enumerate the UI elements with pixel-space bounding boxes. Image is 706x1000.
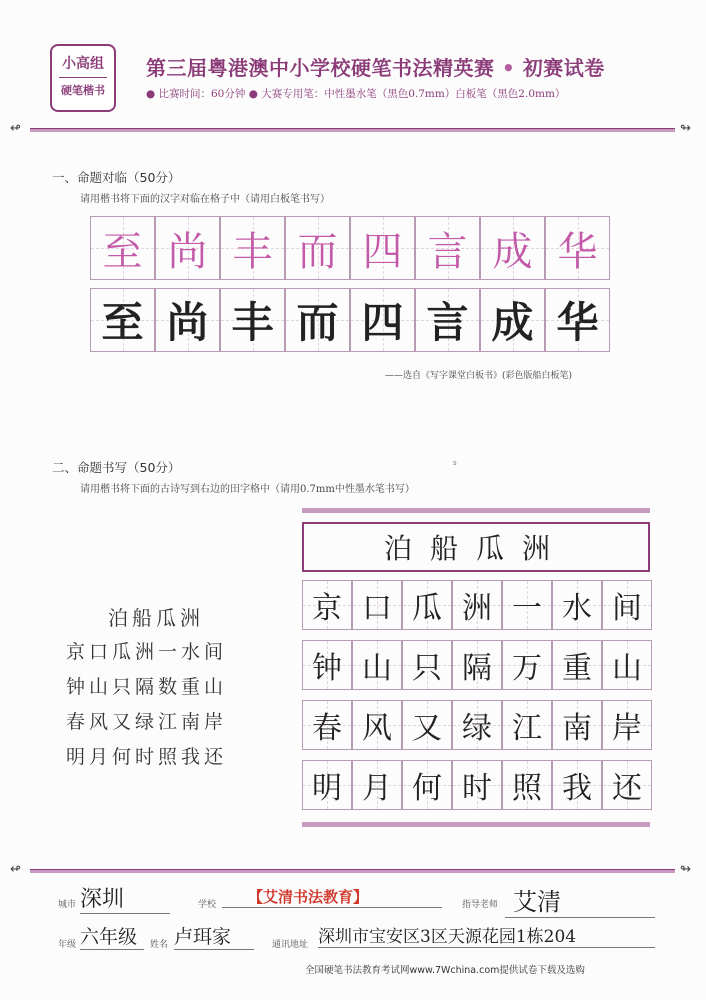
- copy-cell: [545, 288, 610, 352]
- teacher-value: 艾清: [505, 882, 655, 918]
- copy-grid: [90, 288, 610, 352]
- written-char: 万: [512, 651, 542, 686]
- model-char: 成: [492, 228, 533, 275]
- curl-right-icon: ↬: [680, 121, 691, 136]
- writing-cell: [302, 760, 352, 810]
- written-char: 间: [612, 591, 642, 626]
- written-char: 一: [512, 591, 542, 626]
- address-label: 通讯地址: [272, 940, 309, 950]
- copy-char: 尚: [166, 298, 209, 347]
- writing-cell: [452, 700, 502, 750]
- address-value: 深圳市宝安区3区天源花园1栋204: [318, 922, 655, 948]
- model-cell: [480, 216, 545, 280]
- writing-cell: [602, 580, 652, 630]
- writing-cell: [602, 640, 652, 690]
- written-char: 口: [362, 591, 392, 626]
- writing-row: [302, 580, 652, 630]
- written-char: 重: [562, 651, 592, 686]
- written-char: 水: [562, 591, 592, 626]
- curl-left-bottom-icon: ↫: [10, 862, 21, 877]
- model-char: 丰: [232, 228, 273, 275]
- written-char: 南: [562, 711, 592, 746]
- city-value: 深圳: [80, 882, 170, 914]
- name-value: 卢珥家: [174, 922, 254, 950]
- written-char: 我: [562, 771, 592, 806]
- writing-cell: [552, 580, 602, 630]
- copy-cell: [415, 288, 480, 352]
- teacher-label: 指导老师: [462, 900, 499, 910]
- copy-char: 华: [556, 298, 599, 347]
- writing-cell: [452, 760, 502, 810]
- writing-cell: [402, 580, 452, 630]
- poem-title: 泊船瓜洲: [108, 606, 204, 630]
- poem-line-3: 春风又绿江南岸: [66, 711, 228, 733]
- copy-char: 言: [426, 298, 469, 347]
- section1-instruction: 请用楷书将下面的汉字对临在格子中（请用白板笔书写）: [80, 194, 330, 205]
- writing-cell: [502, 580, 552, 630]
- poem-line-4: 明月何时照我还: [66, 746, 228, 768]
- writing-cell: [552, 760, 602, 810]
- copy-cell: [480, 288, 545, 352]
- writing-cell: [552, 640, 602, 690]
- grade-label: 年级: [58, 940, 77, 950]
- writing-cell: [402, 700, 452, 750]
- copy-char: 至: [101, 298, 144, 347]
- name-label: 姓名: [150, 940, 169, 950]
- section2-instruction: 请用楷书将下面的古诗写到右边的田字格中（请用0.7mm中性墨水笔书写）: [80, 484, 415, 495]
- writing-cell: [502, 700, 552, 750]
- written-char: 山: [612, 651, 642, 686]
- writing-cell: [352, 760, 402, 810]
- copy-cell: [90, 288, 155, 352]
- poem-line-2: 钟山只隔数重山: [66, 676, 228, 698]
- writing-cell: [352, 640, 402, 690]
- model-cell: [220, 216, 285, 280]
- model-char: 四: [362, 228, 403, 275]
- model-cell: [90, 216, 155, 280]
- written-char: 还: [612, 771, 642, 806]
- stray-mark: s: [453, 459, 457, 467]
- exam-info: ● 比赛时间：60分钟 ● 大赛专用笔：中性墨水笔（黑色0.7mm）白板笔（黑色2.0mm）: [146, 88, 566, 100]
- writing-row: [302, 640, 652, 690]
- model-cell: [545, 216, 610, 280]
- written-char: 山: [362, 651, 392, 686]
- written-char: 又: [412, 711, 442, 746]
- writing-cell: [302, 700, 352, 750]
- title-tail: 初赛试卷: [522, 56, 605, 80]
- writing-cell: [352, 580, 402, 630]
- model-char: 华: [557, 228, 598, 275]
- model-cell: [350, 216, 415, 280]
- written-char: 瓜: [412, 591, 442, 626]
- divider-top: [30, 128, 675, 132]
- written-char: 何: [412, 771, 442, 806]
- written-title: 泊船瓜洲: [383, 532, 568, 565]
- poem-line-1: 京口瓜洲一水间: [66, 641, 228, 663]
- written-char: 只: [412, 651, 442, 686]
- copy-char: 而: [296, 298, 339, 347]
- written-char: 月: [362, 771, 392, 806]
- writing-bottom-bar: [302, 822, 650, 827]
- writing-row: [302, 760, 652, 810]
- school-label: 学校: [198, 900, 217, 910]
- curl-left-icon: ↫: [10, 121, 21, 136]
- writing-cell: [452, 580, 502, 630]
- badge-divider: [59, 77, 107, 78]
- source-note: ——选自《写字课堂白板书》(彩色版船白板笔): [385, 371, 573, 381]
- writing-grid: [302, 580, 652, 820]
- written-char: 春: [312, 711, 342, 746]
- model-char: 尚: [167, 228, 208, 275]
- writing-cell: [402, 760, 452, 810]
- writing-row: [302, 700, 652, 750]
- writing-cell: [552, 700, 602, 750]
- written-char: 洲: [462, 591, 492, 626]
- copy-char: 四: [361, 298, 404, 347]
- school-value: 【艾清书法教育】: [222, 886, 442, 908]
- writing-cell: [602, 760, 652, 810]
- section1-heading: 一、命题对临（50分）: [52, 170, 181, 185]
- curl-right-bottom-icon: ↬: [680, 862, 691, 877]
- written-char: 照: [512, 771, 542, 806]
- model-cell: [415, 216, 480, 280]
- model-char: 至: [102, 228, 143, 275]
- written-char: 岸: [612, 711, 642, 746]
- model-cell: [155, 216, 220, 280]
- copy-cell: [220, 288, 285, 352]
- writing-cell: [302, 580, 352, 630]
- footer-website: 全国硬笔书法教育考试网www.7Wchina.com提供试卷下载及选购: [305, 965, 585, 976]
- writing-cell: [452, 640, 502, 690]
- writing-cell: [352, 700, 402, 750]
- grade-value: 六年级: [80, 922, 144, 950]
- city-label: 城市: [58, 900, 77, 910]
- model-cell: [285, 216, 350, 280]
- writing-cell: [602, 700, 652, 750]
- writing-cell: [402, 640, 452, 690]
- writing-top-bar: [302, 508, 650, 513]
- copy-cell: [285, 288, 350, 352]
- model-char: 而: [297, 228, 338, 275]
- group-label: 小高组: [62, 56, 104, 72]
- page-title: [146, 52, 605, 81]
- written-char: 隔: [462, 651, 492, 686]
- writing-cell: [302, 640, 352, 690]
- model-char: 言: [427, 228, 468, 275]
- written-char: 时: [462, 771, 492, 806]
- group-badge: [50, 44, 116, 112]
- written-char: 明: [312, 771, 342, 806]
- copy-cell: [155, 288, 220, 352]
- title-dot: •: [501, 56, 516, 80]
- title-main: 第三届粤港澳中小学校硬笔书法精英赛: [146, 56, 495, 80]
- copy-char: 成: [491, 298, 534, 347]
- copy-cell: [350, 288, 415, 352]
- written-char: 京: [312, 591, 342, 626]
- written-title-box: [302, 522, 650, 572]
- model-grid: [90, 216, 610, 280]
- divider-bottom: [30, 869, 675, 873]
- written-char: 风: [362, 711, 392, 746]
- group-sub-label: 硬笔楷书: [61, 84, 105, 97]
- written-char: 钟: [312, 651, 342, 686]
- writing-cell: [502, 760, 552, 810]
- written-char: 绿: [462, 711, 492, 746]
- section2-heading: 二、命题书写（50分）: [52, 460, 181, 475]
- copy-char: 丰: [231, 298, 274, 347]
- written-char: 江: [512, 711, 542, 746]
- writing-cell: [502, 640, 552, 690]
